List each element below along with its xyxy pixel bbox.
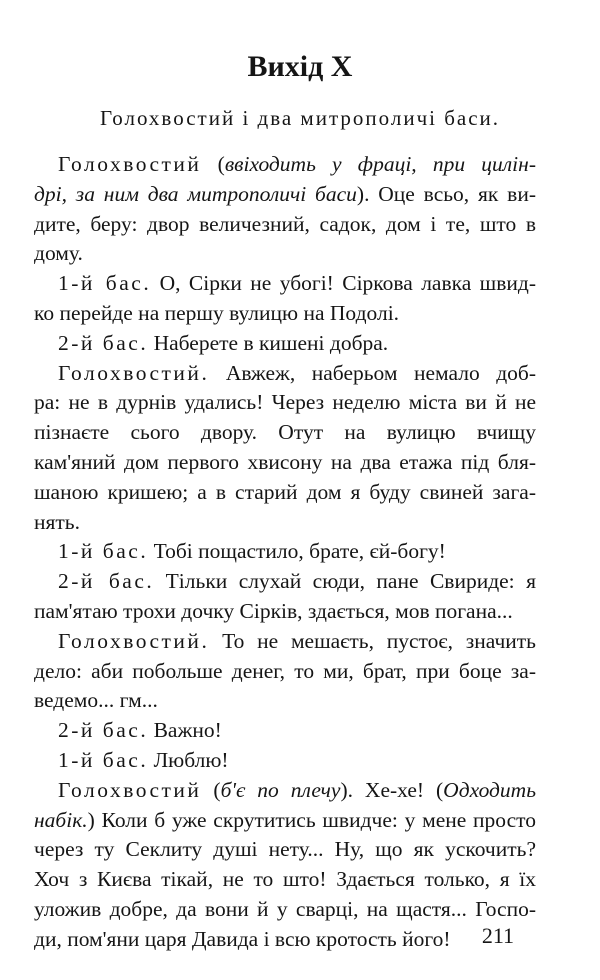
- text-line: [34, 478, 536, 508]
- dialogue-text: (: [201, 152, 225, 176]
- text-line: [58, 746, 536, 776]
- stage-direction: ввіходить у фраці, при цилін-: [224, 152, 536, 176]
- dialogue-text: ра: не в дурнів удались! Через неделю міста ви й не: [34, 390, 536, 415]
- dialogue-text: дому.: [34, 241, 83, 266]
- dialogue-text: ведемо... гм...: [34, 688, 158, 713]
- dialogue-text: дело: аби побольше денег, то ми, брат, при боце за-: [34, 658, 536, 683]
- text-line: [34, 925, 536, 955]
- dialogue-text: через ту Секлиту душі нету... Ну, що як ускочить?: [34, 837, 536, 862]
- text-line: [34, 686, 536, 716]
- dialogue-text: ) Коли б уже скрутитись швидче: у мене просто: [87, 807, 536, 832]
- dialogue-text: О, Сірки не убогі! Сіркова лавка швид-: [151, 271, 536, 296]
- dialogue-text: ди, пом'яни царя Давида і всю кротость його!: [34, 926, 451, 951]
- text-line: [34, 508, 536, 538]
- speaker-name: 1-й бас.: [58, 747, 149, 772]
- dialogue-text: пам'ятаю трохи дочку Сірків, здається, мов погана...: [34, 598, 513, 623]
- dialogue-text: ). Оце всьо, як ви-: [356, 181, 536, 206]
- dialogue-text: ). Хе-хе! (: [340, 777, 444, 802]
- dialogue-text: кам'яний дом первого хвисону на два етажа під бля-: [34, 449, 536, 474]
- scene-subtitle: Голохвостий і два митрополичі баси.: [99, 106, 501, 130]
- speaker-name: Голохвостий.: [58, 360, 210, 385]
- speaker-name: Голохвостий: [58, 777, 202, 802]
- text-line: [34, 806, 536, 836]
- text-line: [58, 269, 536, 299]
- dialogue-text: уложив добре, да вони й у сварці, на щастя... Госпо-: [34, 896, 536, 921]
- speaker-name: 1-й бас.: [58, 271, 152, 296]
- dialogue-body: [34, 150, 536, 955]
- text-line: [34, 210, 536, 240]
- dialogue-text: Авжеж, наберьом немало доб-: [209, 360, 536, 385]
- dialogue-text: пізнаєте сього двору. Отут на вулицю вчищу: [34, 420, 536, 445]
- text-line: [58, 716, 536, 746]
- text-line: [58, 776, 536, 806]
- dialogue-text: Люблю!: [148, 747, 229, 772]
- text-line: [34, 448, 536, 478]
- text-line: [34, 239, 536, 269]
- stage-direction: набік.: [34, 807, 88, 832]
- dialogue-text: ко перейде на першу вулицю на Подолі.: [34, 300, 400, 325]
- text-line: [58, 627, 536, 657]
- text-line: [34, 299, 536, 329]
- dialogue-text: Наберете в кишені добра.: [148, 330, 389, 355]
- text-line: [58, 150, 536, 180]
- dialogue-text: шаною кришею; а в старий дом я буду свиней зага-: [34, 479, 536, 504]
- page-number: 211: [481, 923, 514, 948]
- text-line: [58, 329, 536, 359]
- speaker-name: 2-й бас.: [58, 330, 149, 355]
- text-line: [34, 388, 536, 418]
- text-line: [34, 865, 536, 895]
- stage-direction: дрі, за ним два митрополичі баси: [34, 181, 357, 206]
- dialogue-text: дите, беру: двор величезний, садок, дом і те, што в: [34, 211, 536, 236]
- text-line: [34, 418, 536, 448]
- dialogue-text: Важно!: [148, 718, 222, 743]
- stage-direction: Одходить: [443, 777, 536, 802]
- text-line: [58, 537, 536, 567]
- dialogue-text: Тобі пощастило, брате, єй-богу!: [148, 539, 446, 564]
- dialogue-text: Тільки слухай сюди, пане Свириде: я: [154, 569, 536, 594]
- text-line: [58, 567, 536, 597]
- dialogue-text: То не мешаєть, пустоє, значить: [209, 628, 536, 653]
- text-line: [34, 597, 536, 627]
- stage-direction: б'є по плечу: [220, 777, 341, 802]
- speaker-name: 1-й бас.: [58, 539, 149, 564]
- text-line: [34, 657, 536, 687]
- speaker-name: 2-й бас.: [58, 569, 155, 594]
- speaker-name: Голохвостий: [58, 152, 202, 176]
- speaker-name: Голохвостий.: [58, 628, 210, 653]
- text-line: [58, 359, 536, 389]
- dialogue-text: (: [201, 777, 221, 802]
- text-line: [34, 180, 536, 210]
- text-line: [34, 835, 536, 865]
- dialogue-text: Хоч з Києва тікай, не то што! Здається только, я їх: [34, 867, 536, 892]
- page-title: Вихід X: [247, 50, 353, 83]
- speaker-name: 2-й бас.: [58, 718, 149, 743]
- dialogue-text: нять.: [34, 509, 80, 534]
- text-line: [34, 895, 536, 925]
